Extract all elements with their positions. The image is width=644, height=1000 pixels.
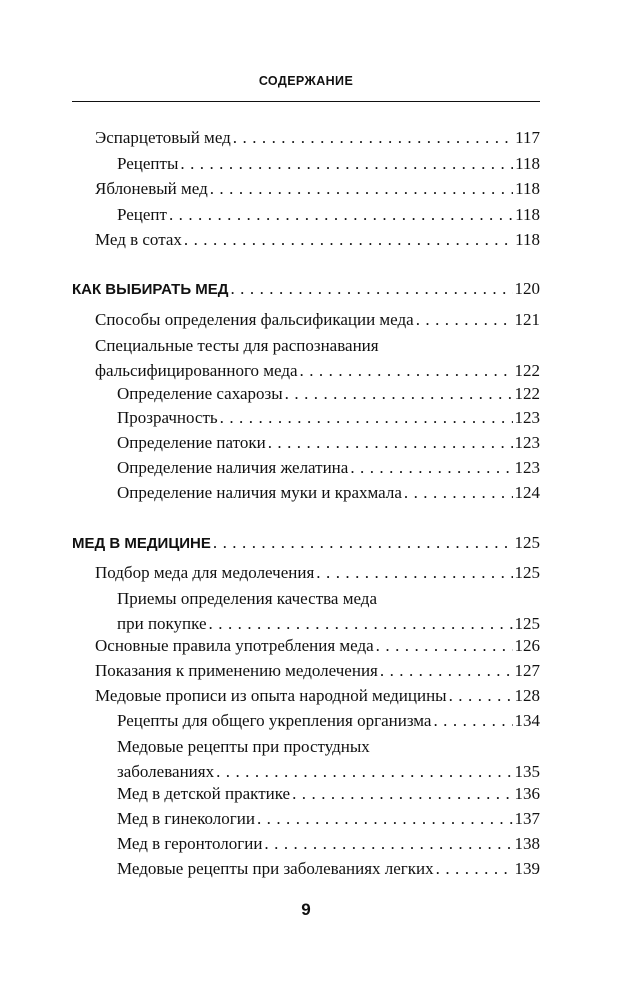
toc-section-entry[interactable] <box>72 530 540 555</box>
toc-entry-title: при покупке <box>117 614 207 633</box>
toc-entry-title: Основные правила употребления меда <box>95 636 374 655</box>
leader-dots <box>316 560 512 585</box>
toc-entry-page: 118 <box>515 179 540 198</box>
toc-entry-title: Мед в детской практике <box>117 784 291 803</box>
toc-entry[interactable] <box>117 806 540 831</box>
toc-entry-title: Медовые прописи из опыта народной медицины <box>95 686 447 705</box>
leader-dots <box>292 781 512 806</box>
toc-entry-page: 139 <box>514 859 540 878</box>
toc-entry[interactable] <box>95 227 540 252</box>
toc-entry-page: 128 <box>514 686 540 705</box>
leader-dots <box>184 227 513 252</box>
toc-entry[interactable] <box>117 480 540 505</box>
toc-entry[interactable] <box>95 633 540 658</box>
toc-entry-page: 122 <box>514 384 540 403</box>
toc-entry[interactable] <box>117 151 540 176</box>
leader-dots <box>233 125 513 150</box>
toc-entry-page: 123 <box>514 408 540 427</box>
toc-entry-page: 123 <box>514 433 540 452</box>
toc-entry-title: Яблоневый мед <box>95 179 208 198</box>
toc-section-title: КАК ВЫБИРАТЬ МЕД <box>72 281 229 298</box>
toc-entry-title: Рецепт <box>117 205 167 224</box>
leader-dots <box>169 202 513 227</box>
toc-entry-page: 123 <box>514 458 540 477</box>
leader-dots <box>230 276 512 301</box>
toc-entry-page: 125 <box>514 614 540 633</box>
toc-entry[interactable] <box>117 430 540 455</box>
toc-entry-page: 134 <box>514 711 540 730</box>
leader-dots <box>416 307 513 332</box>
leader-dots <box>404 480 513 505</box>
toc-entry-page: 118 <box>515 154 540 173</box>
toc-entry-page: 118 <box>515 205 540 224</box>
leader-dots <box>213 530 513 555</box>
toc-entry[interactable] <box>95 176 540 201</box>
leader-dots <box>264 831 512 856</box>
leader-dots <box>210 176 513 201</box>
toc-entry-title: Определение сахарозы <box>117 384 283 403</box>
toc-entry-title: Способы определения фальсификации меда <box>95 310 414 329</box>
leader-dots <box>285 381 513 406</box>
toc-entry[interactable] <box>117 202 540 227</box>
toc-entry-page: 118 <box>515 230 540 249</box>
toc-entry[interactable] <box>95 125 540 150</box>
toc-entry[interactable] <box>95 658 540 683</box>
leader-dots <box>433 708 512 733</box>
toc-entry[interactable] <box>117 381 540 406</box>
toc-entry-title: Медовые рецепты при заболеваниях легких <box>117 859 434 878</box>
toc-entry-page: 124 <box>514 483 540 502</box>
toc-entry[interactable] <box>117 856 540 881</box>
leader-dots <box>350 455 512 480</box>
toc-entry[interactable] <box>95 560 540 585</box>
toc-entry-title: Мед в гинекологии <box>117 809 255 828</box>
toc-entry-page: 137 <box>514 809 540 828</box>
running-header: СОДЕРЖАНИЕ <box>258 74 354 88</box>
toc-entry-title: Определение патоки <box>117 433 266 452</box>
toc-entry-title: Прозрачность <box>117 408 218 427</box>
toc-entry-page: 126 <box>514 636 540 655</box>
toc-entry-title: Эспарцетовый мед <box>95 128 231 147</box>
toc-entry[interactable] <box>117 734 540 784</box>
toc-entry-page: 138 <box>514 834 540 853</box>
toc-entry-page: 125 <box>514 533 540 552</box>
toc-entry-title: Показания к применению медолечения <box>95 661 378 680</box>
toc-entry-page: 127 <box>514 661 540 680</box>
toc-entry[interactable] <box>95 307 540 332</box>
toc-entry-page: 136 <box>514 784 540 803</box>
toc-entry-title: фальсифицированного меда <box>95 361 298 380</box>
toc-section-entry[interactable] <box>72 276 540 301</box>
toc-entry-title: Мед в геронтологии <box>117 834 263 853</box>
leader-dots <box>220 405 513 430</box>
toc-entry-title: заболеваниях <box>117 762 215 781</box>
toc-entry-page: 121 <box>514 310 540 329</box>
toc-entry-page: 122 <box>514 361 540 380</box>
toc-entry-title: Определение наличия муки и крахмала <box>117 483 402 502</box>
toc-entry-page: 120 <box>514 279 540 298</box>
leader-dots <box>180 151 513 176</box>
toc-entry-page: 135 <box>514 762 540 781</box>
toc-entry-title: Мед в сотах <box>95 230 182 249</box>
leader-dots <box>436 856 513 881</box>
toc-entry-page: 125 <box>514 563 540 582</box>
toc-entry[interactable] <box>117 781 540 806</box>
toc-entry-title-line1: Специальные тесты для распознавания <box>95 336 379 355</box>
toc-section-title: МЕД В МЕДИЦИНЕ <box>72 535 211 552</box>
toc-entry-title: Рецепты <box>117 154 179 173</box>
toc-entry-title: Определение наличия желатина <box>117 458 349 477</box>
leader-dots <box>449 683 513 708</box>
toc-entry[interactable] <box>117 405 540 430</box>
leader-dots <box>257 806 513 831</box>
toc-entry[interactable] <box>117 586 540 636</box>
toc-entry-page: 117 <box>515 128 540 147</box>
toc-entry-title: Рецепты для общего укрепления организма <box>117 711 432 730</box>
toc-entry[interactable] <box>117 455 540 480</box>
leader-dots <box>376 633 513 658</box>
leader-dots <box>300 358 513 383</box>
toc-entry-title: Подбор меда для медолечения <box>95 563 315 582</box>
leader-dots <box>268 430 513 455</box>
toc-entry[interactable] <box>95 683 540 708</box>
page-number: 9 <box>301 900 311 919</box>
toc-entry[interactable] <box>95 333 540 383</box>
toc-entry[interactable] <box>117 831 540 856</box>
toc-entry-title-line1: Приемы определения качества меда <box>117 589 377 608</box>
toc-entry-title-line1: Медовые рецепты при простудных <box>117 737 370 756</box>
leader-dots <box>380 658 513 683</box>
toc-entry[interactable] <box>117 708 540 733</box>
